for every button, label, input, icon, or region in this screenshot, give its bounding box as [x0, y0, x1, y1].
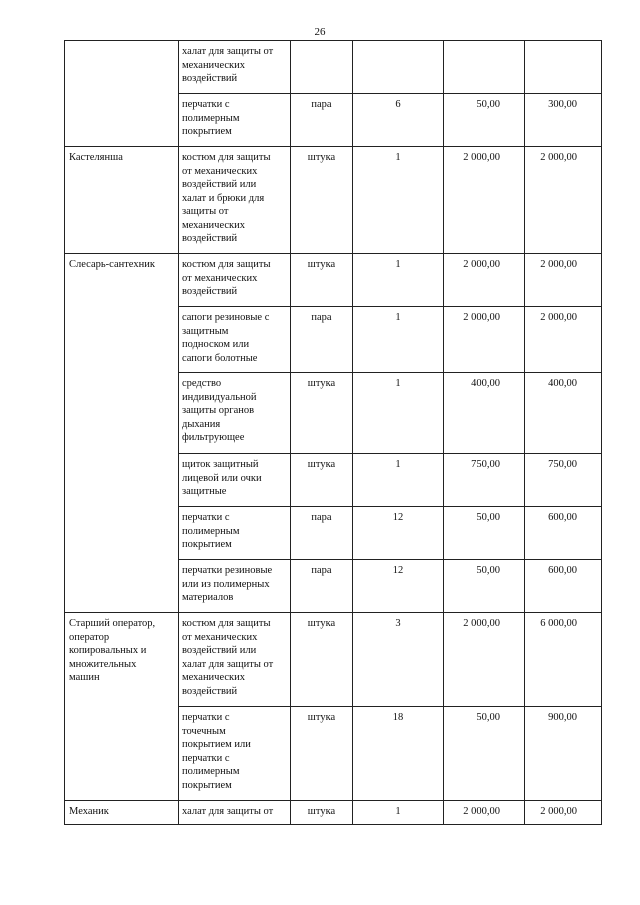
unit-cell: пара — [291, 560, 353, 613]
item-cell: халат для защиты от — [179, 801, 291, 825]
position-cell: Старший оператор, оператор копировальных и множительных машин — [65, 613, 179, 801]
price-cell — [444, 41, 525, 94]
unit-cell — [291, 41, 353, 94]
table-row — [65, 613, 602, 707]
sum-cell: 2 000,00 — [525, 147, 602, 254]
position-cell — [65, 41, 179, 147]
unit-cell: штука — [291, 254, 353, 307]
unit-cell: штука — [291, 613, 353, 707]
sum-cell: 750,00 — [525, 454, 602, 507]
quantity-cell: 1 — [353, 254, 444, 307]
price-cell: 50,00 — [444, 507, 525, 560]
unit-cell: пара — [291, 94, 353, 147]
table-row — [65, 147, 602, 254]
item-cell: перчатки резиновые или из полимерных материалов — [179, 560, 291, 613]
sum-cell: 400,00 — [525, 373, 602, 454]
price-cell: 2 000,00 — [444, 254, 525, 307]
sum-cell: 900,00 — [525, 707, 602, 801]
price-cell: 50,00 — [444, 560, 525, 613]
quantity-cell: 12 — [353, 507, 444, 560]
sum-cell — [525, 41, 602, 94]
table-row — [65, 41, 602, 94]
quantity-cell: 1 — [353, 373, 444, 454]
position-cell: Механик — [65, 801, 179, 825]
item-cell: средство индивидуальной защиты органов дыхания фильтрующее — [179, 373, 291, 454]
item-cell: перчатки с полимерным покрытием — [179, 507, 291, 560]
sum-cell: 300,00 — [525, 94, 602, 147]
quantity-cell: 1 — [353, 307, 444, 373]
price-cell: 50,00 — [444, 707, 525, 801]
price-cell: 400,00 — [444, 373, 525, 454]
sum-cell: 600,00 — [525, 507, 602, 560]
item-cell: костюм для защиты от механических воздействий — [179, 254, 291, 307]
item-cell: костюм для защиты от механических воздействий или халат для защиты от механических воздействий — [179, 613, 291, 707]
price-cell: 2 000,00 — [444, 307, 525, 373]
quantity-cell: 1 — [353, 147, 444, 254]
unit-cell: штука — [291, 454, 353, 507]
quantity-cell: 18 — [353, 707, 444, 801]
table-row — [65, 254, 602, 307]
item-cell: костюм для защиты от механических воздействий или халат и брюки для защиты от механических воздействий — [179, 147, 291, 254]
quantity-cell: 12 — [353, 560, 444, 613]
item-cell: халат для защиты от механических воздействий — [179, 41, 291, 94]
unit-cell: пара — [291, 307, 353, 373]
quantity-cell: 3 — [353, 613, 444, 707]
item-cell: сапоги резиновые с защитным подноском или сапоги болотные — [179, 307, 291, 373]
unit-cell: штука — [291, 147, 353, 254]
price-cell: 2 000,00 — [444, 613, 525, 707]
table-row — [65, 801, 602, 825]
item-cell: перчатки с полимерным покрытием — [179, 94, 291, 147]
unit-cell: штука — [291, 801, 353, 825]
page-number: 26 — [314, 26, 326, 38]
quantity-cell — [353, 41, 444, 94]
sum-cell: 2 000,00 — [525, 254, 602, 307]
protective-equipment-table — [64, 40, 602, 825]
position-cell: Слесарь-сантехник — [65, 254, 179, 613]
price-cell: 50,00 — [444, 94, 525, 147]
price-cell: 2 000,00 — [444, 801, 525, 825]
unit-cell: штука — [291, 373, 353, 454]
quantity-cell: 6 — [353, 94, 444, 147]
sum-cell: 2 000,00 — [525, 801, 602, 825]
sum-cell: 2 000,00 — [525, 307, 602, 373]
quantity-cell: 1 — [353, 801, 444, 825]
item-cell: перчатки с точечным покрытием или перчатки с полимерным покрытием — [179, 707, 291, 801]
sum-cell: 600,00 — [525, 560, 602, 613]
quantity-cell: 1 — [353, 454, 444, 507]
item-cell: щиток защитный лицевой или очки защитные — [179, 454, 291, 507]
unit-cell: пара — [291, 507, 353, 560]
price-cell: 2 000,00 — [444, 147, 525, 254]
sum-cell: 6 000,00 — [525, 613, 602, 707]
position-cell: Кастелянша — [65, 147, 179, 254]
unit-cell: штука — [291, 707, 353, 801]
price-cell: 750,00 — [444, 454, 525, 507]
